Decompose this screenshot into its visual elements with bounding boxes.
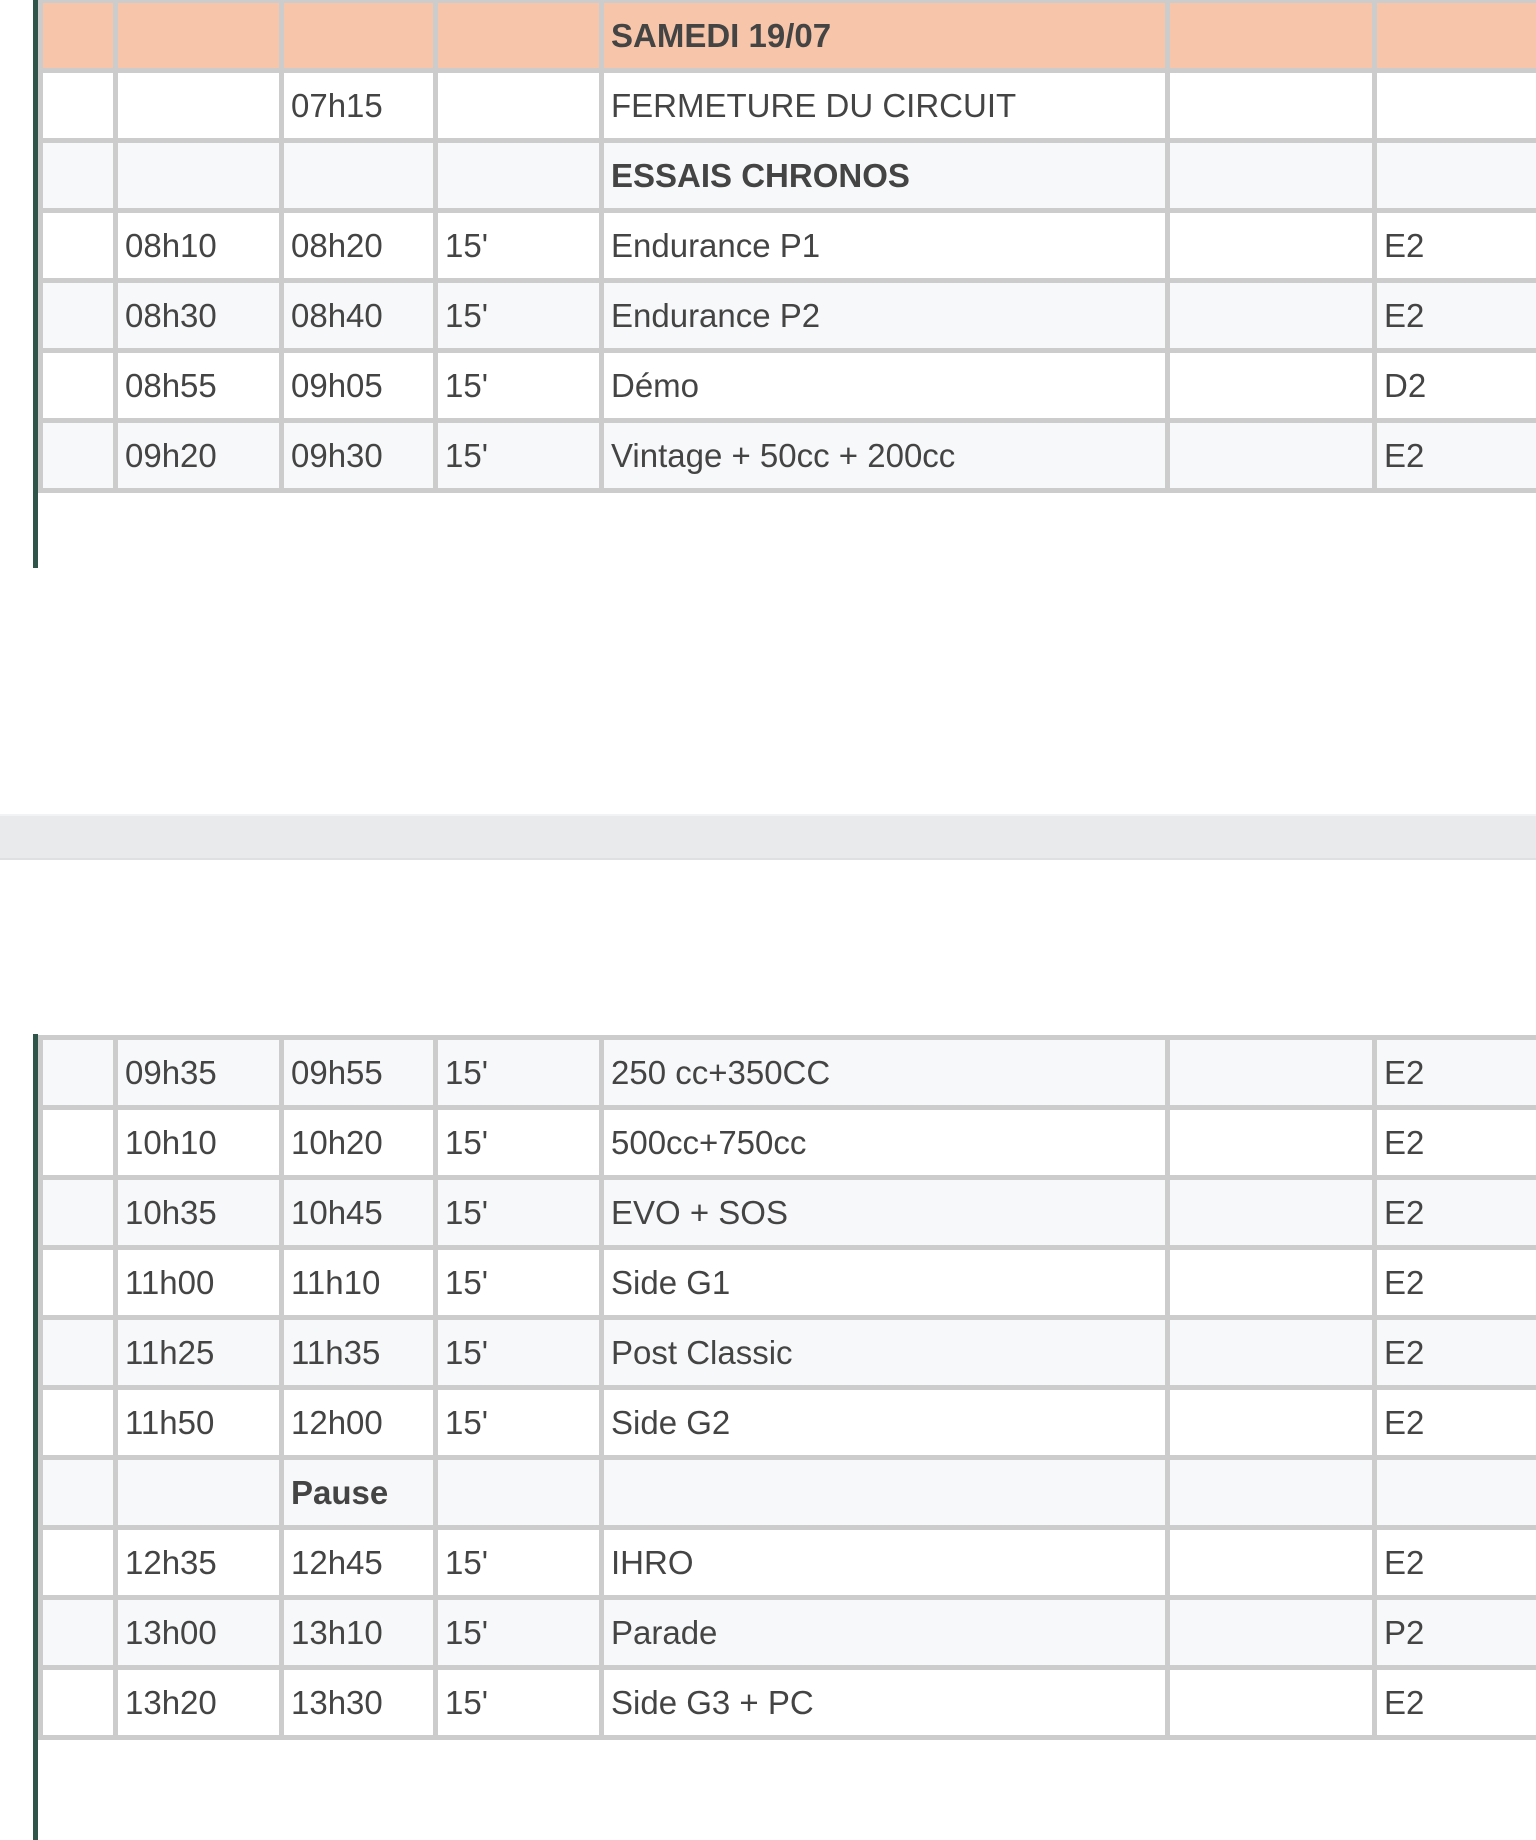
extra-cell	[1168, 1388, 1375, 1458]
code-cell: D2	[1375, 351, 1536, 421]
table-row	[41, 1388, 1536, 1458]
session-label-cell: Parade	[602, 1598, 1168, 1668]
code-cell: E2	[1375, 1038, 1536, 1108]
start-time-cell: 09h20	[116, 421, 282, 491]
extra-cell	[1168, 1598, 1375, 1668]
row-marker-cell	[41, 351, 116, 421]
start-time-cell	[116, 1, 282, 71]
row-marker-cell	[41, 1248, 116, 1318]
row-marker-cell	[41, 71, 116, 141]
table-row	[41, 1108, 1536, 1178]
code-cell: E2	[1375, 1318, 1536, 1388]
code-cell: E2	[1375, 1248, 1536, 1318]
code-cell: E2	[1375, 1108, 1536, 1178]
row-marker-cell	[41, 1668, 116, 1738]
table-row	[41, 1528, 1536, 1598]
session-label-cell: 250 cc+350CC	[602, 1038, 1168, 1108]
start-time-cell	[116, 141, 282, 211]
row-marker-cell	[41, 1388, 116, 1458]
session-label-cell: EVO + SOS	[602, 1178, 1168, 1248]
start-time-cell: 08h10	[116, 211, 282, 281]
extra-cell	[1168, 1668, 1375, 1738]
time-cell: 09h30	[282, 421, 436, 491]
duration-cell: 15'	[436, 351, 602, 421]
extra-cell	[1168, 1108, 1375, 1178]
session-label-cell: Post Classic	[602, 1318, 1168, 1388]
start-time-cell: 11h50	[116, 1388, 282, 1458]
extra-cell	[1168, 1528, 1375, 1598]
table-row	[41, 1598, 1536, 1668]
table-row	[41, 1318, 1536, 1388]
section-title-row	[41, 141, 1536, 211]
duration-cell: 15'	[436, 1248, 602, 1318]
start-time-cell: 11h25	[116, 1318, 282, 1388]
row-marker-cell	[41, 1178, 116, 1248]
extra-cell	[1168, 1318, 1375, 1388]
table-row	[41, 281, 1536, 351]
row-marker-cell	[41, 1, 116, 71]
extra-cell	[1168, 1, 1375, 71]
time-cell: 10h45	[282, 1178, 436, 1248]
time-cell	[282, 1, 436, 71]
duration-cell: 15'	[436, 1528, 602, 1598]
row-marker-cell	[41, 1528, 116, 1598]
table-row	[41, 1248, 1536, 1318]
extra-cell	[1168, 1038, 1375, 1108]
time-cell: 11h10	[282, 1248, 436, 1318]
row-marker-cell	[41, 1458, 116, 1528]
time-cell	[282, 141, 436, 211]
time-cell: 07h15	[282, 71, 436, 141]
row-marker-cell	[41, 211, 116, 281]
session-label-cell: IHRO	[602, 1528, 1168, 1598]
session-label-cell: ESSAIS CHRONOS	[602, 141, 1168, 211]
time-cell: 11h35	[282, 1318, 436, 1388]
time-cell: Pause	[282, 1458, 436, 1528]
start-time-cell: 09h35	[116, 1038, 282, 1108]
session-label-cell: Side G1	[602, 1248, 1168, 1318]
table-row	[41, 1668, 1536, 1738]
start-time-cell	[116, 71, 282, 141]
duration-cell	[436, 71, 602, 141]
row-marker-cell	[41, 141, 116, 211]
session-label-cell: FERMETURE DU CIRCUIT	[602, 71, 1168, 141]
extra-cell	[1168, 281, 1375, 351]
session-label-cell	[602, 1458, 1168, 1528]
row-marker-cell	[41, 281, 116, 351]
start-time-cell: 11h00	[116, 1248, 282, 1318]
row-marker-cell	[41, 1108, 116, 1178]
schedule-table-bottom	[33, 1034, 1536, 1840]
time-cell: 08h40	[282, 281, 436, 351]
code-cell: E2	[1375, 1668, 1536, 1738]
session-label-cell: SAMEDI 19/07	[602, 1, 1168, 71]
table-row	[41, 421, 1536, 491]
time-cell: 13h30	[282, 1668, 436, 1738]
code-cell	[1375, 1458, 1536, 1528]
day-header-row	[41, 1, 1536, 71]
code-cell	[1375, 71, 1536, 141]
duration-cell: 15'	[436, 211, 602, 281]
extra-cell	[1168, 1248, 1375, 1318]
row-marker-cell	[41, 1318, 116, 1388]
extra-cell	[1168, 1178, 1375, 1248]
duration-cell	[436, 141, 602, 211]
time-cell: 12h45	[282, 1528, 436, 1598]
session-label-cell: 500cc+750cc	[602, 1108, 1168, 1178]
start-time-cell: 12h35	[116, 1528, 282, 1598]
session-label-cell: Vintage + 50cc + 200cc	[602, 421, 1168, 491]
session-label-cell: Endurance P1	[602, 211, 1168, 281]
code-cell: E2	[1375, 1528, 1536, 1598]
session-label-cell: Endurance P2	[602, 281, 1168, 351]
duration-cell: 15'	[436, 1318, 602, 1388]
schedule-table	[38, 0, 1536, 493]
session-label-cell: Side G2	[602, 1388, 1168, 1458]
start-time-cell: 08h30	[116, 281, 282, 351]
code-cell: P2	[1375, 1598, 1536, 1668]
table-row	[41, 1178, 1536, 1248]
time-cell: 10h20	[282, 1108, 436, 1178]
row-marker-cell	[41, 1598, 116, 1668]
duration-cell: 15'	[436, 1598, 602, 1668]
extra-cell	[1168, 1458, 1375, 1528]
extra-cell	[1168, 141, 1375, 211]
code-cell: E2	[1375, 1388, 1536, 1458]
start-time-cell: 10h35	[116, 1178, 282, 1248]
section-separator	[0, 814, 1536, 860]
duration-cell: 15'	[436, 1108, 602, 1178]
extra-cell	[1168, 351, 1375, 421]
session-label-cell: Side G3 + PC	[602, 1668, 1168, 1738]
code-cell: E2	[1375, 1178, 1536, 1248]
time-cell: 09h05	[282, 351, 436, 421]
duration-cell: 15'	[436, 1038, 602, 1108]
start-time-cell: 08h55	[116, 351, 282, 421]
time-cell: 12h00	[282, 1388, 436, 1458]
time-cell: 08h20	[282, 211, 436, 281]
code-cell: E2	[1375, 281, 1536, 351]
table-row	[41, 71, 1536, 141]
code-cell	[1375, 141, 1536, 211]
row-marker-cell	[41, 1038, 116, 1108]
duration-cell	[436, 1, 602, 71]
code-cell: E2	[1375, 211, 1536, 281]
duration-cell: 15'	[436, 1178, 602, 1248]
extra-cell	[1168, 421, 1375, 491]
start-time-cell	[116, 1458, 282, 1528]
table-row	[41, 211, 1536, 281]
table-row	[41, 1038, 1536, 1108]
duration-cell: 15'	[436, 1668, 602, 1738]
duration-cell: 15'	[436, 421, 602, 491]
duration-cell: 15'	[436, 1388, 602, 1458]
session-label-cell: Démo	[602, 351, 1168, 421]
pause-row	[41, 1458, 1536, 1528]
time-cell: 13h10	[282, 1598, 436, 1668]
duration-cell	[436, 1458, 602, 1528]
code-cell: E2	[1375, 421, 1536, 491]
duration-cell: 15'	[436, 281, 602, 351]
start-time-cell: 13h20	[116, 1668, 282, 1738]
row-marker-cell	[41, 421, 116, 491]
extra-cell	[1168, 211, 1375, 281]
extra-cell	[1168, 71, 1375, 141]
schedule-table	[38, 1035, 1536, 1740]
start-time-cell: 13h00	[116, 1598, 282, 1668]
start-time-cell: 10h10	[116, 1108, 282, 1178]
schedule-table-top	[33, 0, 1536, 568]
code-cell	[1375, 1, 1536, 71]
time-cell: 09h55	[282, 1038, 436, 1108]
table-row	[41, 351, 1536, 421]
